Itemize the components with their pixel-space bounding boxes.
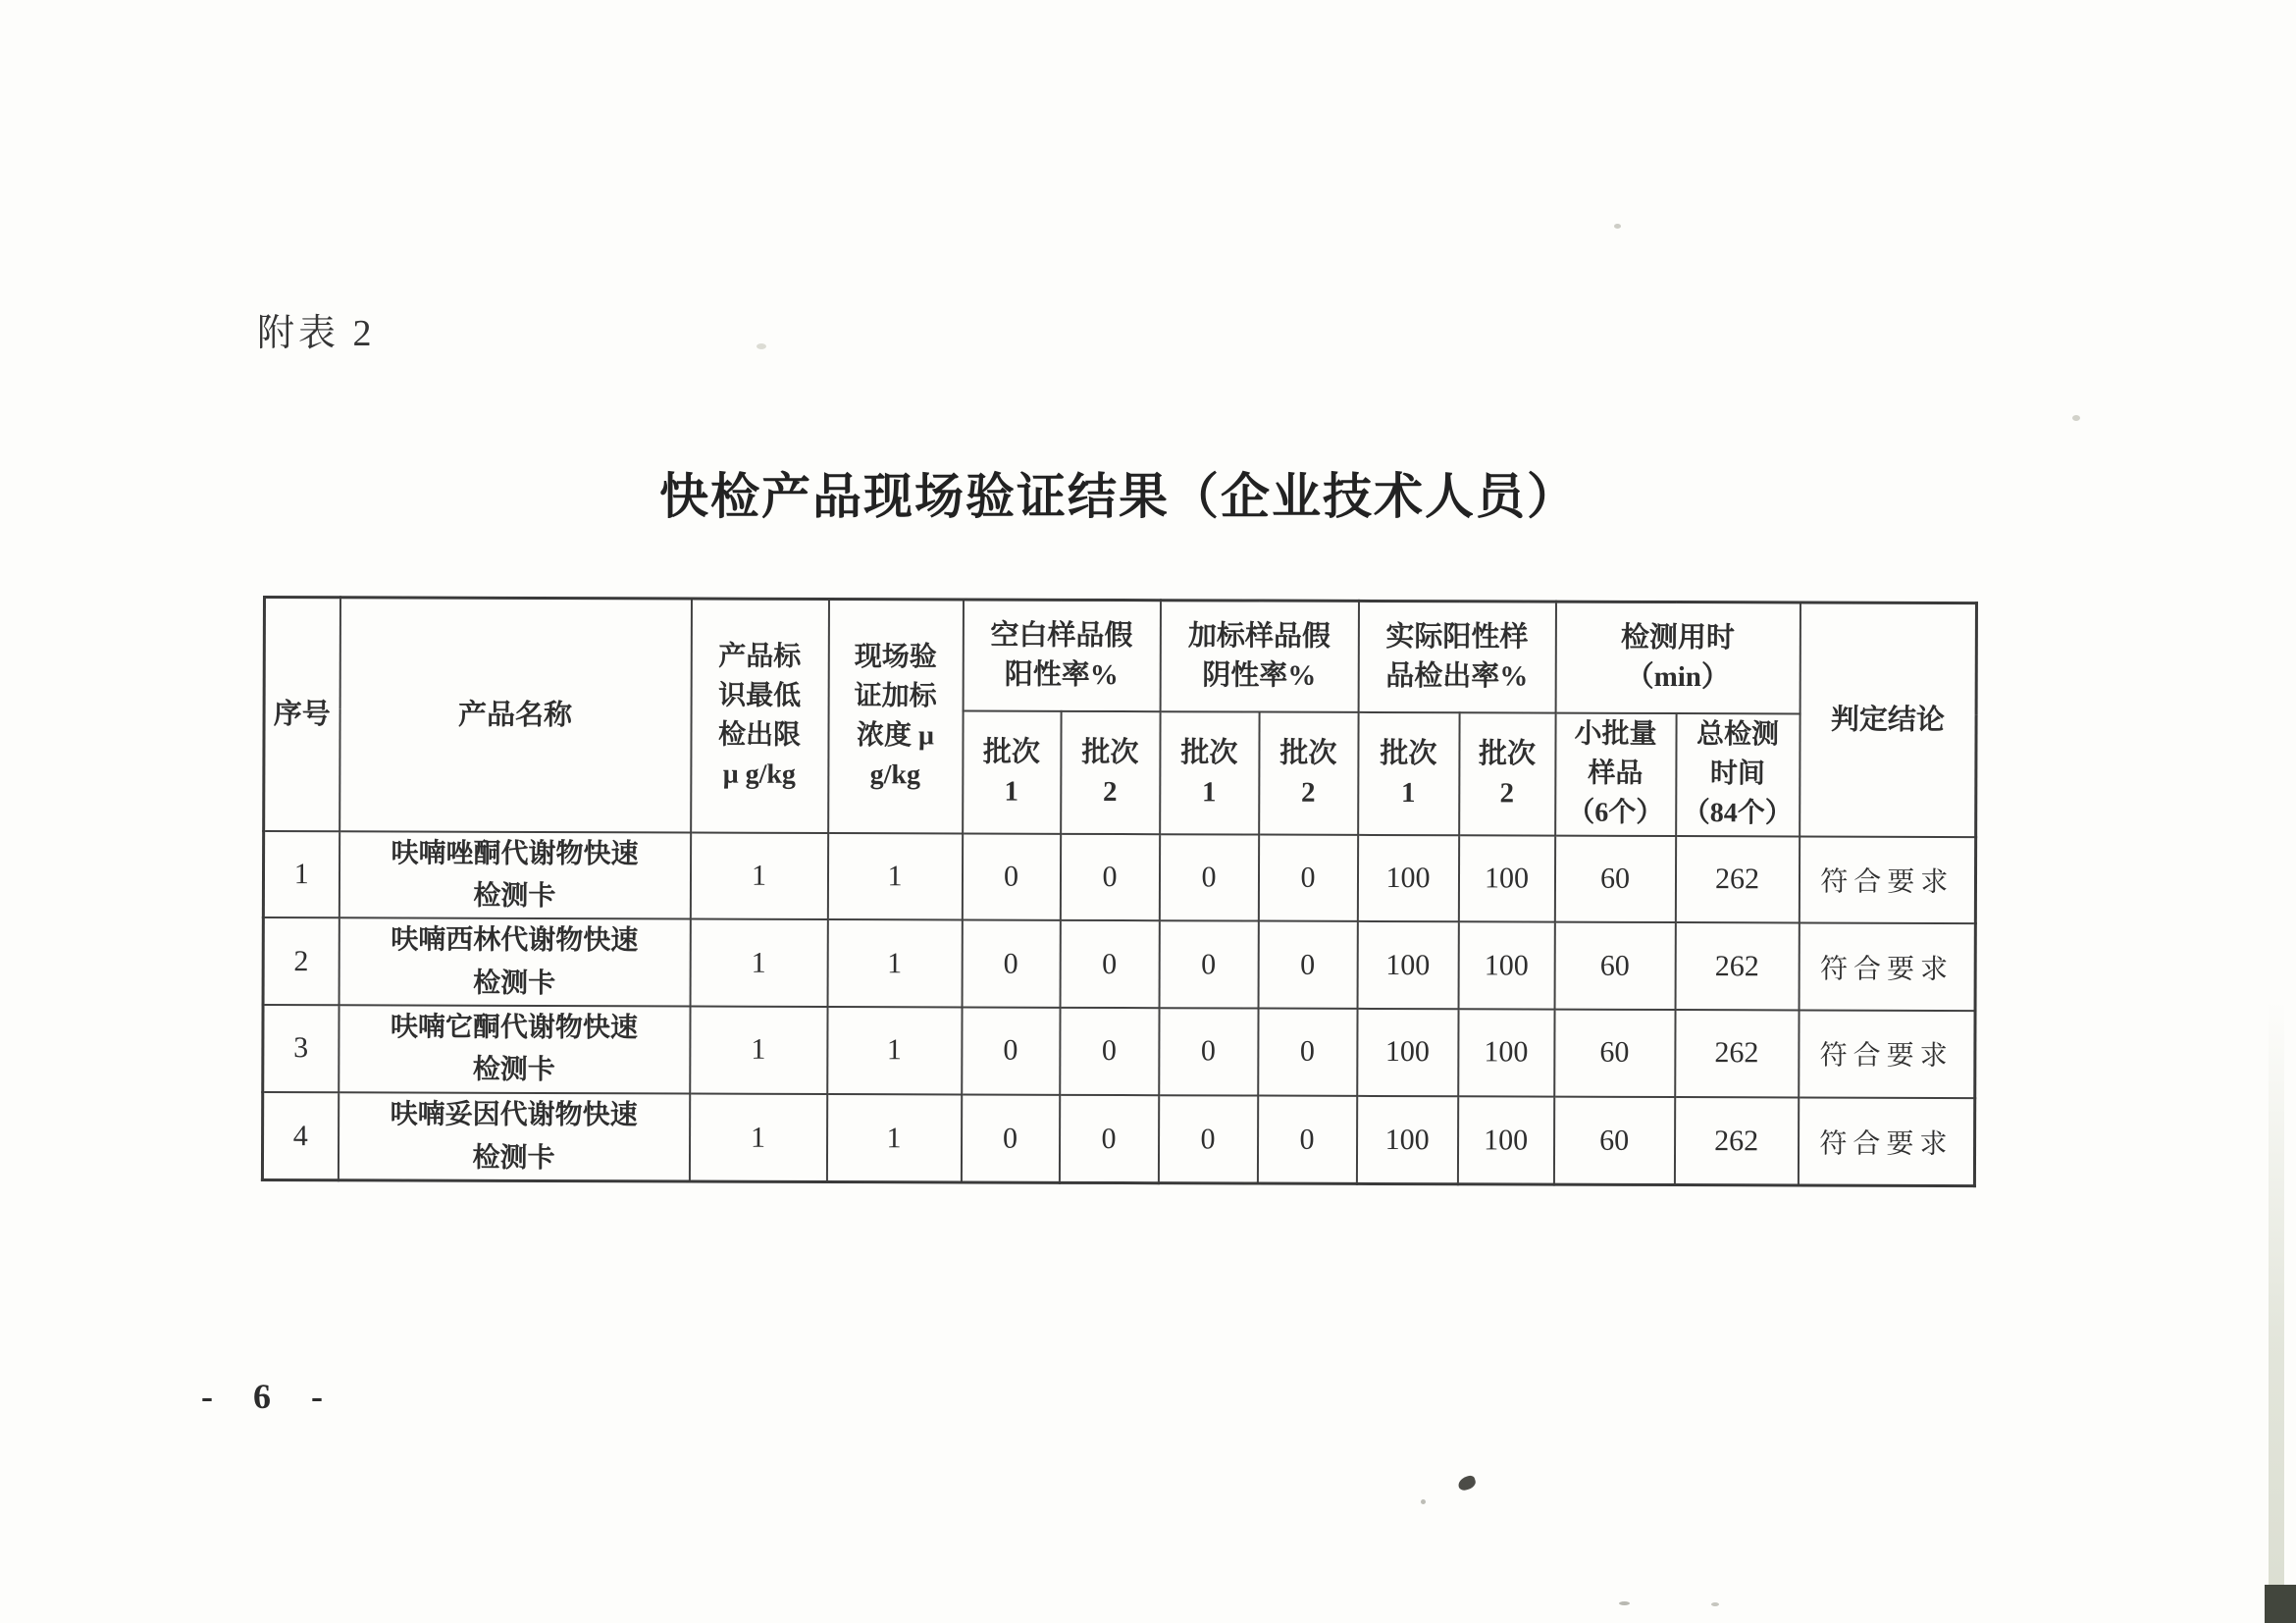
scan-speck (757, 343, 766, 349)
cell-spike: 1 (827, 919, 962, 1007)
cell-spiked1: 0 (1158, 1095, 1257, 1183)
cell-pos1: 100 (1357, 1009, 1458, 1096)
scan-speck (1421, 1499, 1426, 1504)
header-blank-group: 空白样品假 阳性率% (963, 600, 1160, 711)
cell-product-name: 呋喃它酮代谢物快速 检测卡 (339, 1005, 690, 1093)
cell-spiked2: 0 (1257, 1095, 1356, 1183)
cell-small-batch: 60 (1553, 1096, 1674, 1184)
cell-spike: 1 (827, 833, 962, 920)
cell-lod: 1 (690, 1007, 827, 1094)
table-row (263, 1005, 1975, 1098)
cell-seq: 4 (262, 1092, 338, 1180)
table-row (262, 1092, 1974, 1186)
cell-total-time: 262 (1674, 1097, 1798, 1185)
cell-small-batch: 60 (1554, 922, 1675, 1010)
cell-blank1: 0 (961, 1094, 1059, 1182)
header-spiked-batch2: 批次 2 (1259, 711, 1358, 834)
header-time-group: 检测用时 （min） (1555, 602, 1800, 713)
header-spike-conc: 现场验 证加标 浓度 μ g/kg (828, 600, 964, 833)
cell-spike: 1 (827, 1007, 962, 1094)
cell-blank2: 0 (1060, 920, 1159, 1008)
scan-corner-artifact (2265, 1585, 2296, 1623)
header-spiked-batch1: 批次 1 (1160, 711, 1259, 834)
results-table (261, 596, 1978, 1187)
appendix-label: 附表 2 (257, 313, 376, 354)
header-positive-batch2: 批次 2 (1459, 712, 1555, 835)
page-title: 快检产品现场验证结果（企业技术人员） (659, 469, 1578, 524)
cell-pos1: 100 (1356, 1096, 1457, 1184)
cell-pos2: 100 (1458, 1009, 1554, 1096)
cell-blank1: 0 (962, 1008, 1060, 1095)
header-seq: 序号 (264, 598, 340, 831)
header-small-batch: 小批量 样品 （6个） (1555, 712, 1676, 835)
cell-product-name: 呋喃妥因代谢物快速 检测卡 (338, 1092, 689, 1181)
header-product-name: 产品名称 (339, 598, 692, 832)
cell-pos2: 100 (1458, 835, 1554, 922)
table-row (263, 831, 1975, 924)
cell-spike: 1 (826, 1094, 961, 1182)
header-total-time: 总检测 时间 （84个） (1676, 713, 1800, 836)
header-blank-batch2: 批次 2 (1061, 710, 1160, 833)
cell-pos1: 100 (1357, 834, 1458, 921)
cell-pos2: 100 (1458, 922, 1554, 1010)
cell-spiked2: 0 (1258, 1009, 1357, 1096)
header-positive-batch1: 批次 1 (1358, 711, 1459, 834)
cell-spiked1: 0 (1159, 1008, 1258, 1095)
cell-lod: 1 (689, 1093, 826, 1181)
scan-speck (1619, 1601, 1630, 1605)
cell-seq: 3 (263, 1005, 339, 1092)
header-lod: 产品标 识最低 检出限 μ g/kg (691, 599, 829, 832)
cell-conclusion: 符合要求 (1799, 923, 1975, 1011)
cell-small-batch: 60 (1554, 1010, 1675, 1097)
cell-product-name: 呋喃唑酮代谢物快速 检测卡 (339, 831, 690, 919)
cell-conclusion: 符合要求 (1799, 1011, 1975, 1098)
cell-lod: 1 (690, 832, 827, 919)
cell-pos2: 100 (1457, 1096, 1553, 1184)
header-positive-group: 实际阳性样 品检出率% (1358, 601, 1555, 712)
cell-pos1: 100 (1357, 921, 1458, 1009)
page-number: - 6 - (201, 1377, 339, 1416)
cell-total-time: 262 (1675, 922, 1799, 1010)
scan-speck (2072, 415, 2080, 421)
scan-speck (1711, 1602, 1719, 1606)
cell-blank1: 0 (962, 920, 1060, 1008)
cell-total-time: 262 (1675, 836, 1799, 923)
header-conclusion: 判定结论 (1800, 602, 1977, 837)
cell-seq: 1 (263, 831, 339, 918)
scan-edge-band (2269, 1001, 2284, 1623)
cell-spiked1: 0 (1159, 920, 1258, 1008)
cell-lod: 1 (690, 919, 827, 1007)
cell-conclusion: 符合要求 (1799, 836, 1975, 923)
scan-ink-speck (1456, 1475, 1477, 1492)
cell-conclusion: 符合要求 (1798, 1097, 1974, 1186)
cell-total-time: 262 (1675, 1010, 1799, 1097)
table-row (263, 917, 1975, 1011)
header-spiked-group: 加标样品假 阴性率% (1160, 601, 1358, 712)
cell-blank1: 0 (962, 833, 1060, 920)
cell-seq: 2 (263, 917, 339, 1005)
cell-product-name: 呋喃西林代谢物快速 检测卡 (339, 918, 690, 1007)
cell-blank2: 0 (1059, 1095, 1158, 1183)
cell-blank2: 0 (1060, 833, 1159, 920)
cell-spiked2: 0 (1258, 834, 1357, 921)
cell-small-batch: 60 (1554, 835, 1675, 922)
cell-blank2: 0 (1060, 1008, 1159, 1095)
cell-spiked2: 0 (1258, 921, 1357, 1009)
cell-spiked1: 0 (1159, 834, 1258, 921)
header-blank-batch1: 批次 1 (963, 710, 1061, 833)
scan-speck (1614, 224, 1621, 229)
